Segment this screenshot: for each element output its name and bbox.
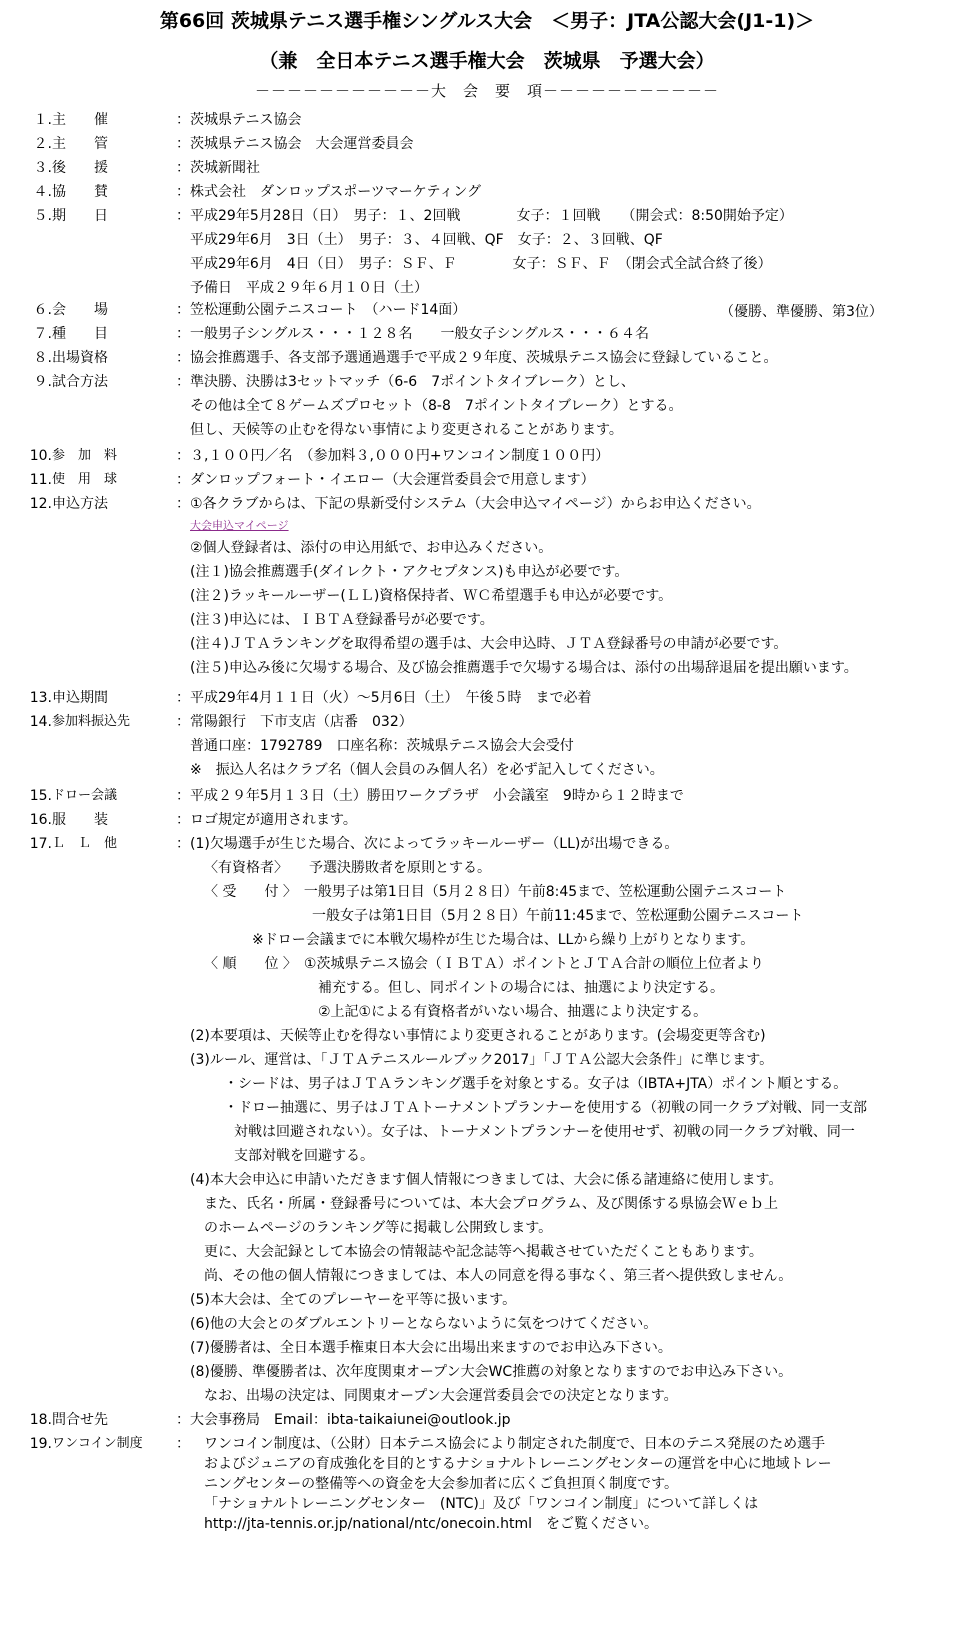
section-text-line: ・シードは、男子はＪＴＡランキング選手を対象とする。女子は（IBTA+JTA）ポイント順とする。 [224,1076,848,1092]
section-number: ９. [33,374,52,390]
section-label: Ｌ Ｌ 他 [52,836,118,851]
section-text-line: http://jta-tennis.or.jp/national/ntc/onecoin.html をご覧ください。 [204,1516,659,1532]
section-text-line: 〈有資格者〉 予選決勝敗者を原則とする。 [204,860,491,876]
section-text-line: その他は全て８ゲームズプロセット（8-8 7ポイントタイブレーク）とする。 [190,398,683,414]
section-label: 試合方法 [52,374,108,390]
section-text-line: ダンロップフォート・イエロー（大会運営委員会で用意します） [190,472,595,488]
label-colon: ： [176,812,190,828]
section-number: 12. [29,496,52,512]
section-number: ２. [33,136,52,152]
document-subtitle: （兼 全日本テニス選手権大会 茨城県 予選大会） [259,50,715,72]
section-text-line: ロゴ規定が適用されます。 [190,812,357,828]
label-colon: ： [176,326,190,342]
section-label: 申込方法 [52,496,108,512]
section-text-line: ※ 振込人名はクラブ名（個人会員のみ個人名）を必ず記入してください。 [190,762,664,778]
section-text-line: 平成29年4月１１日（火）～5月6日（土） 午後５時 まで必着 [190,690,592,706]
section-text-line: (7)優勝者は、全日本選手権東日本大会に出場出来ますのでお申込み下さい。 [190,1340,672,1356]
section-text-line: 準決勝、決勝は3セットマッチ（6-6 7ポイントタイブレーク）とし、 [190,374,635,390]
entry-mypage-link[interactable]: 大会申込マイページ [190,519,289,532]
section-text-line: 支部対戦を回避する。 [234,1148,374,1164]
section-text-line: 茨城新聞社 [190,160,260,176]
section-text-line: (注１)協会推薦選手(ダイレクト・アクセプタンス)も申込が必要です。 [190,564,629,580]
section-label: 申込期間 [52,690,108,706]
section-rule: －－－－－－－－－－－大 会 要 項－－－－－－－－－－－ [254,82,719,100]
section-text-line: ※ドロー会議までに本戦欠場枠が生じた場合は、LLから繰り上がりとなります。 [252,932,755,948]
label-colon: ： [176,1436,190,1452]
section-label: 主 管 [52,136,108,152]
label-colon: ： [176,136,190,152]
section-number: ５. [33,208,52,224]
section-number: 10. [29,448,52,464]
section-label: 使 用 球 [52,472,118,487]
section-text-line: 大会事務局 Email：ibta-taikaiunei@outlook.jp [190,1412,511,1428]
section-number: １. [33,112,52,128]
section-text-line: ②個人登録者は、添付の申込用紙で、お申込みください。 [190,540,553,556]
section-number: 11. [29,472,52,488]
section-text-line: 対戦は回避されない）。女子は、トーナメントプランナーを使用せず、初戦の同一クラブ対戦、同一 [234,1124,855,1140]
section-text-line: 平成29年6月 4日（日） 男子：ＳＦ、Ｆ 女子：ＳＦ、Ｆ （閉会式全試合終了後） [190,256,772,272]
label-colon: ： [176,714,190,730]
label-colon: ： [176,1412,190,1428]
section-text-line: 更に、大会記録として本協会の情報誌や記念誌等へ掲載させていただくこともあります。 [204,1244,763,1260]
section-number: ７. [33,326,52,342]
section-text-line: (3)ルール、運営は、「ＪＴＡテニスルールブック2017」「ＪＴＡ公認大会条件」に準じます。 [190,1052,774,1068]
label-colon: ： [176,302,190,318]
section-text-line: 協会推薦選手、各支部予選通過選手で平成２９年度、茨城県テニス協会に登録していること。 [190,350,778,366]
section-text-line: 株式会社 ダンロップスポーツマーケティング [190,184,482,200]
section-text-line: のホームページのランキング等に掲載し公開致します。 [204,1220,553,1236]
section-label: 参 加 料 [52,448,118,463]
section-text-line: 補充する。但し、同ポイントの場合には、抽選により決定する。 [318,980,724,996]
label-colon: ： [176,374,190,390]
section-text-line: (1)欠場選手が生じた場合、次によってラッキールーザー（LL)が出場できる。 [190,836,679,852]
label-colon: ： [176,690,190,706]
section-number: 19. [29,1436,52,1452]
section-number: 18. [29,1412,52,1428]
section-text-line: 茨城県テニス協会 大会運営委員会 [190,136,414,152]
label-colon: ： [176,788,190,804]
section-label: 協 賛 [52,184,108,200]
section-number: 15. [29,788,52,804]
section-text-line: 尚、その他の個人情報につきましては、本人の同意を得る事なく、第三者へ提供致しません。 [204,1268,793,1284]
section-text-line: (注２)ラッキールーザー(ＬＬ)資格保持者、ＷＣ希望選手も申込が必要です。 [190,588,673,604]
section-text-line: なお、出場の決定は、同関東オープン大会運営委員会での決定となります。 [204,1388,678,1404]
section-text-line: (8)優勝、準優勝者は、次年度関東オープン大会WC推薦の対象となりますのでお申込み下さい。 [190,1364,793,1380]
section-label: 問合せ先 [52,1412,108,1428]
label-colon: ： [176,496,190,512]
section-text-line: 笠松運動公園テニスコート （ハード14面） [190,302,467,318]
section-text-line: また、氏名・所属・登録番号については、本大会プログラム、及び関係する県協会Ｗｅｂ上 [204,1196,778,1212]
section-text-line: (5)本大会は、全てのプレーヤーを平等に扱います。 [190,1292,517,1308]
section-number: ４. [33,184,52,200]
label-colon: ： [176,208,190,224]
section-text-line: 平成29年5月28日（日） 男子：１、2回戦 女子：１回戦 （開会式：8:50開始予定） [190,208,793,224]
label-colon: ： [176,472,190,488]
section-label: 出場資格 [52,350,108,366]
label-colon: ： [176,350,190,366]
section-number: 13. [29,690,52,706]
section-text-line: 普通口座：1792789 口座名称：茨城県テニス協会大会受付 [190,738,574,754]
section-text-line: (注５)申込み後に欠場する場合、及び協会推薦選手で欠場する場合は、添付の出場辞退届を提出願います。 [190,660,858,676]
section-label: ワンコイン制度 [52,1436,143,1451]
section-text-line: ニングセンターの整備等への資金を大会参加者に広くご負担頂く制度です。 [204,1476,679,1492]
section-text-line: (注３)申込には、ＩＢＴＡ登録番号が必要です。 [190,612,494,628]
label-colon: ： [176,448,190,464]
section-number: 17. [29,836,52,852]
section-text-line: (注４)ＪＴＡランキングを取得希望の選手は、大会申込時、ＪＴＡ登録番号の申請が必要です。 [190,636,788,652]
section-text-line: ・ドロー抽選に、男子はＪＴＡトーナメントプランナーを使用する（初戦の同一クラブ対戦、同一支部 [224,1100,868,1116]
label-colon: ： [176,184,190,200]
section-label: ドロー会議 [52,788,118,803]
section-text-line: 〈 順 位 〉 ①茨城県テニス協会（ＩＢＴＡ）ポイントとＪＴＡ合計の順位上位者より [204,956,764,972]
section-text-line: ３,１００円／名 （参加料３,０００円+ワンコイン制度１００円） [190,448,610,464]
section-text-line: 一般女子は第1日目（5月２８日）午前11:45まで、笠松運動公園テニスコート [312,908,804,924]
section-text-line: ②上記①による有資格者がいない場合、抽選により決定する。 [318,1004,708,1020]
section-text-line: (6)他の大会とのダブルエントリーとならないように気をつけてください。 [190,1316,658,1332]
section-text-line: 平成２９年5月１３日（土）勝田ワークプラザ 小会議室 9時から１２時まで [190,788,684,804]
section-number: 16. [29,812,52,828]
section-text-line: ワンコイン制度は、（公財）日本テニス協会により制定された制度で、日本のテニス発展のため選手 [204,1436,826,1452]
section-label: 会 場 [52,302,108,318]
section-text-line: 常陽銀行 下市支店（店番 032） [190,714,413,730]
section-label: 種 目 [52,326,108,342]
section-text-line: 茨城県テニス協会 [190,112,302,128]
section-number: ６. [33,302,52,318]
section-text-line: 一般男子シングルス・・・１２８名 一般女子シングルス・・・６４名 [190,326,650,342]
document-title: 第66回 茨城県テニス選手権シングルス大会 ＜男子：JTA公認大会(J1-1)＞ [159,10,815,32]
section-label: 期 日 [52,208,108,224]
section-label: 後 援 [52,160,108,176]
label-colon: ： [176,836,190,852]
label-colon: ： [176,160,190,176]
section-text-line: 平成29年6月 3日（土） 男子：３、４回戦、QF 女子：２、３回戦、QF [190,232,663,248]
section-number: 14. [29,714,52,730]
section-label: 服 装 [52,812,108,828]
section-text-line: (4)本大会申込に申請いただきます個人情報につきましては、大会に係る諸連絡に使用します。 [190,1172,783,1188]
section-text-line: (2)本要項は、天候等止むを得ない事情により変更されることがあります。(会場変更等含む) [190,1028,766,1044]
label-colon: ： [176,112,190,128]
section-text-line: 予備日 平成２９年６月１０日（土） [190,280,428,296]
section-label: 主 催 [52,112,108,128]
section-number: ３. [33,160,52,176]
section-text-line: およびジュニアの育成強化を目的とするナショナルトレーニングセンターの運営を中心に地域トレー [204,1456,832,1472]
section-text-line: 但し、天候等の止むを得ない事情により変更されることがあります。 [190,422,623,438]
section-text-line: 「ナショナルトレーニングセンター (NTC)」及び「ワンコイン制度」について詳しくは [204,1496,759,1512]
section-label: 参加料振込先 [52,714,131,729]
section-text-line: （優勝、準優勝、第3位） [720,304,883,320]
section-text-line: 〈 受 付 〉 一般男子は第1日目（5月２８日）午前8:45まで、笠松運動公園テニスコート [204,884,787,900]
section-number: ８. [33,350,52,366]
section-text-line: ①各クラブからは、下記の県新受付システム（大会申込マイページ）からお申込ください。 [190,496,761,512]
